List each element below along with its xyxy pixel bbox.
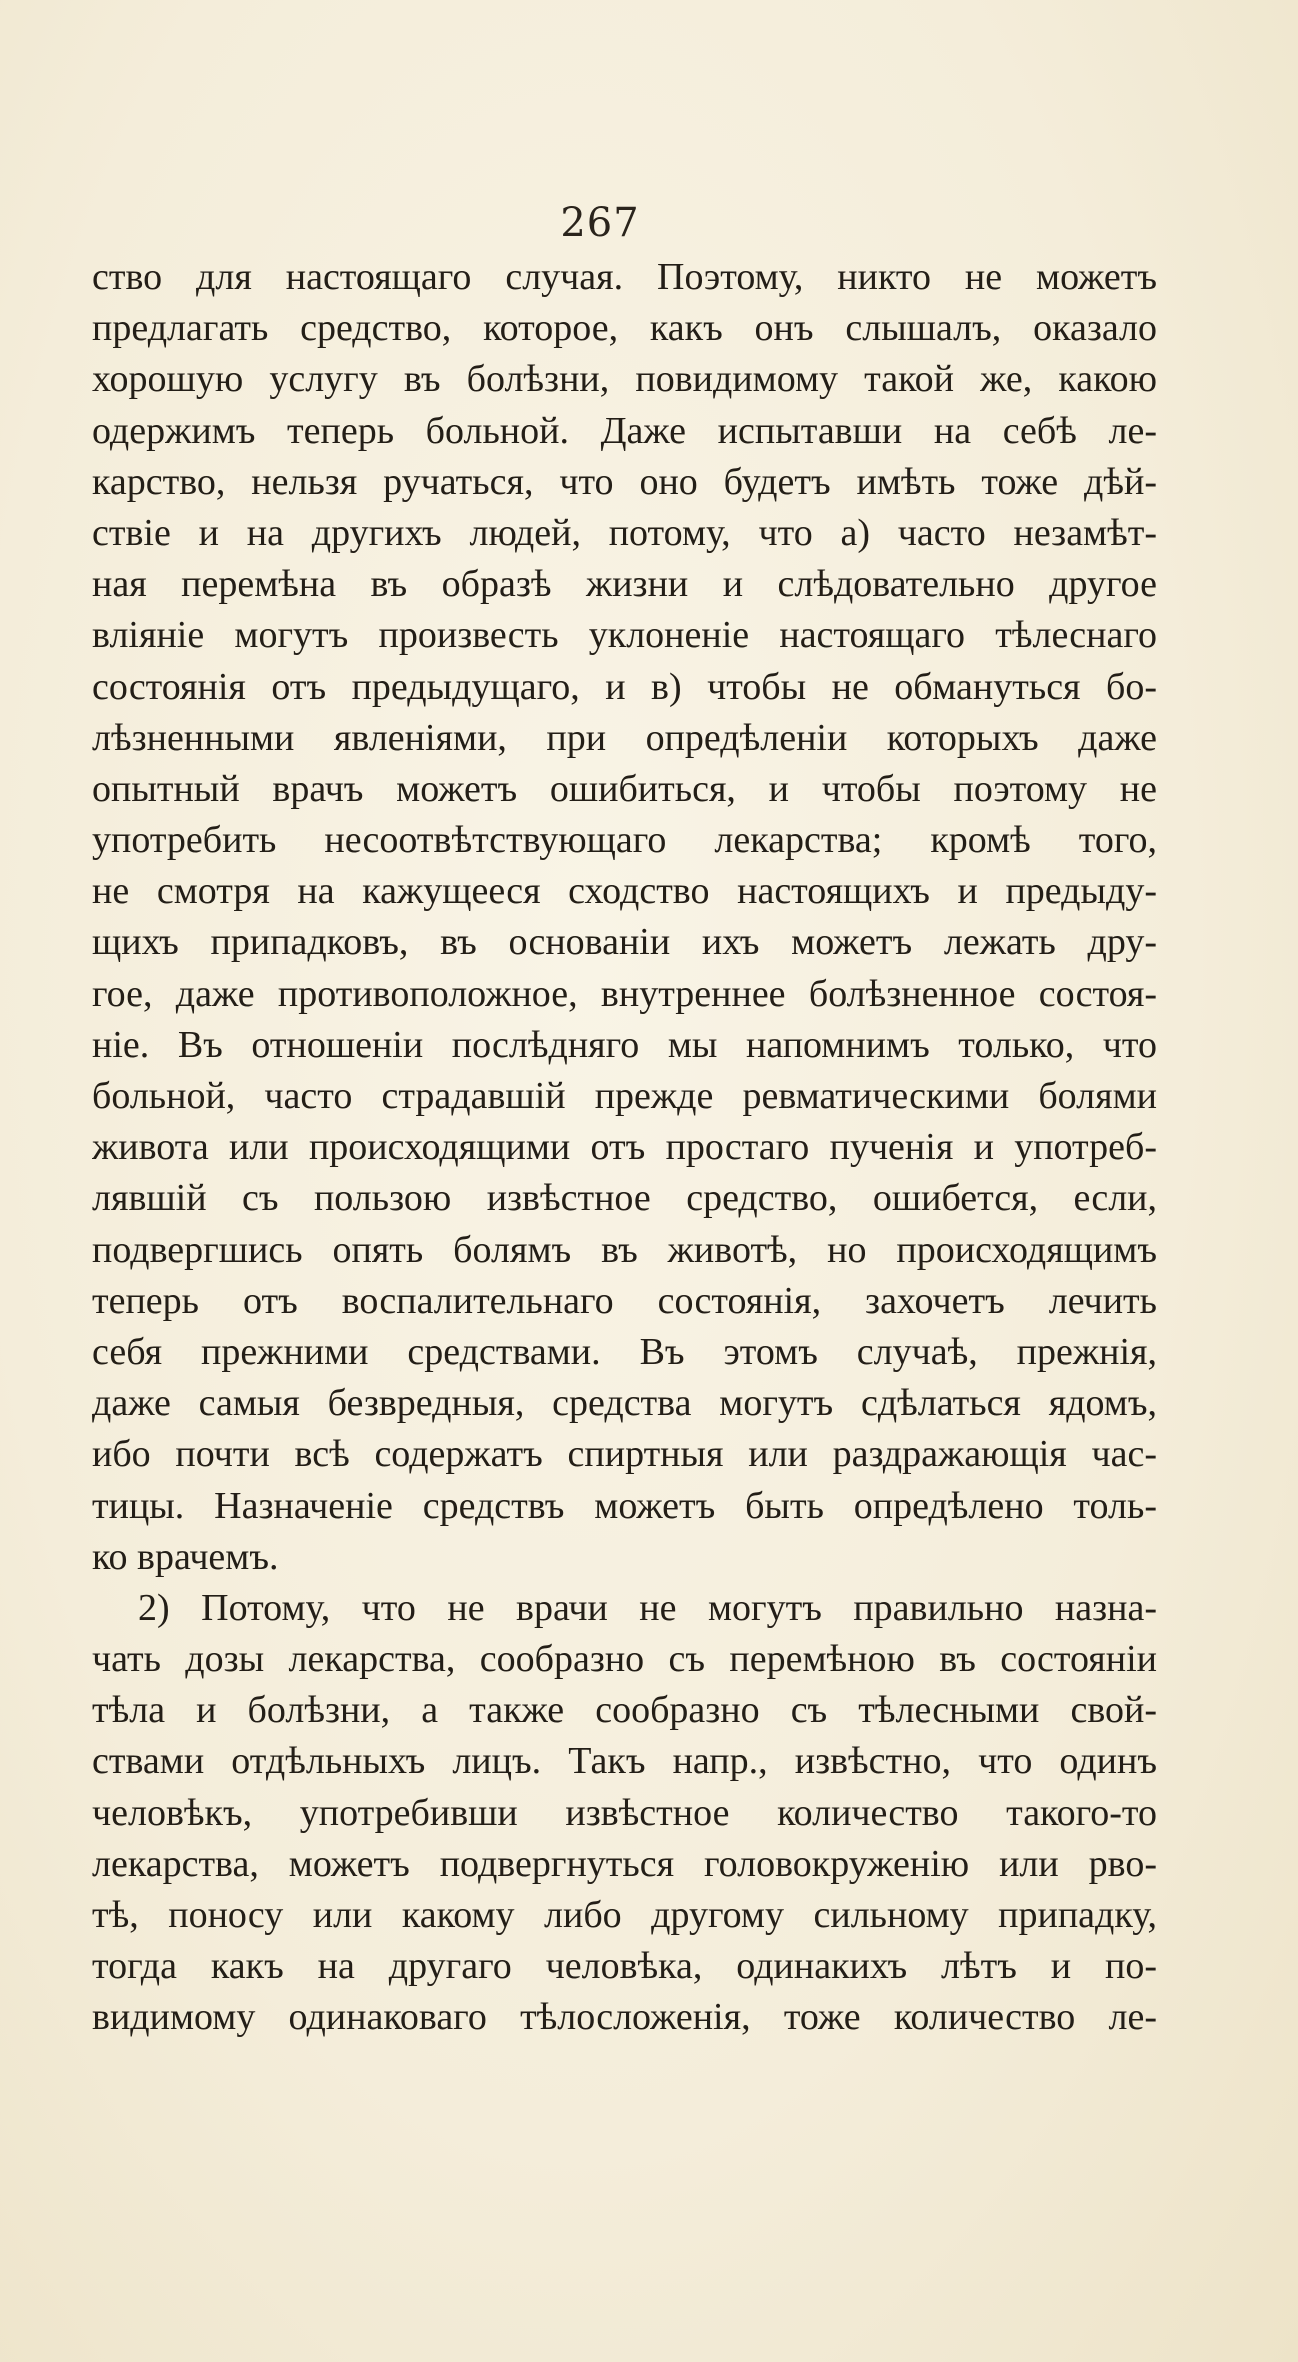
text-line: опытный врачъ можетъ ошибиться, и чтобы поэтому не <box>92 767 1157 810</box>
text-line: подвергшись опять болямъ въ животѣ, но происходящимъ <box>92 1228 1157 1271</box>
text-line: тицы. Назначеніе средствъ можетъ быть опредѣлено толь- <box>92 1484 1157 1527</box>
text-line: не смотря на кажущееся сходство настоящихъ и предыду- <box>92 870 1157 913</box>
text-line: теперь отъ воспалительнаго состоянія, захочетъ лечить <box>92 1279 1157 1322</box>
text-line: ствами отдѣльныхъ лицъ. Такъ напр., извѣстно, что одинъ <box>92 1740 1157 1783</box>
text-line: человѣкъ, употребивши извѣстное количество такого-то <box>92 1791 1157 1834</box>
text-line: ная перемѣна въ образѣ жизни и слѣдовательно другое <box>92 563 1157 606</box>
text-line: карство, нельзя ручаться, что оно будетъ имѣть тоже дѣй- <box>92 460 1157 503</box>
text-line: щихъ припадковъ, въ основаніи ихъ можетъ лежать дру- <box>92 921 1157 964</box>
text-line: тѣла и болѣзни, а также сообразно съ тѣлесными свой- <box>92 1689 1157 1732</box>
text-line: хорошую услугу въ болѣзни, повидимому такой же, какою <box>92 358 1157 401</box>
page-number: 267 <box>560 200 640 246</box>
text-line: гое, даже противоположное, внутреннее болѣзненное состоя- <box>92 972 1157 1015</box>
text-line: себя прежними средствами. Въ этомъ случаѣ, прежнія, <box>92 1330 1157 1373</box>
text-line: лѣзненными явленіями, при опредѣленіи которыхъ даже <box>92 716 1157 759</box>
text-line: тогда какъ на другаго человѣка, одинакихъ лѣтъ и по- <box>92 1945 1157 1988</box>
text-line: даже самыя безвредныя, средства могутъ сдѣлаться ядомъ, <box>92 1382 1157 1425</box>
text-line: ніе. Въ отношеніи послѣдняго мы напомнимъ только, что <box>92 1023 1157 1066</box>
text-line: одержимъ теперь больной. Даже испытавши на себѣ ле- <box>92 409 1157 452</box>
text-line: ство для настоящаго случая. Поэтому, никто не можетъ <box>92 256 1157 298</box>
text-line: живота или происходящими отъ простаго пученія и употреб- <box>92 1126 1157 1169</box>
text-line: больной, часто страдавшій прежде ревматическими болями <box>92 1075 1157 1117</box>
body-text <box>92 252 1157 2044</box>
text-line: ибо почти всѣ содержатъ спиртныя или раздражающія час- <box>92 1433 1157 1476</box>
text-line: употребить несоотвѣтствующаго лекарства; кромѣ того, <box>92 819 1157 862</box>
text-line: лявшій съ пользою извѣстное средство, ошибется, если, <box>92 1177 1157 1220</box>
text-line: ко врачемъ. <box>92 1535 279 1578</box>
text-line: состоянія отъ предыдущаго, и в) чтобы не обмануться бо- <box>92 665 1157 708</box>
text-line: предлагать средство, которое, какъ онъ слышалъ, оказало <box>92 307 1157 350</box>
text-line: лекарства, можетъ подвергнуться головокруженію или рво- <box>92 1842 1157 1885</box>
text-line: 2) Потому, что не врачи не могутъ правильно назна- <box>138 1586 1157 1629</box>
text-line: видимому одинаковаго тѣлосложенія, тоже количество ле- <box>92 1996 1157 2039</box>
text-line: чать дозы лекарства, сообразно съ перемѣною въ состояніи <box>92 1638 1157 1681</box>
text-line: тѣ, поносу или какому либо другому сильному припадку, <box>92 1894 1157 1936</box>
text-line: вліяніе могутъ произвесть уклоненіе настоящаго тѣлеснаго <box>92 614 1157 657</box>
text-line: ствіе и на другихъ людей, потому, что а) часто незамѣт- <box>92 511 1157 554</box>
